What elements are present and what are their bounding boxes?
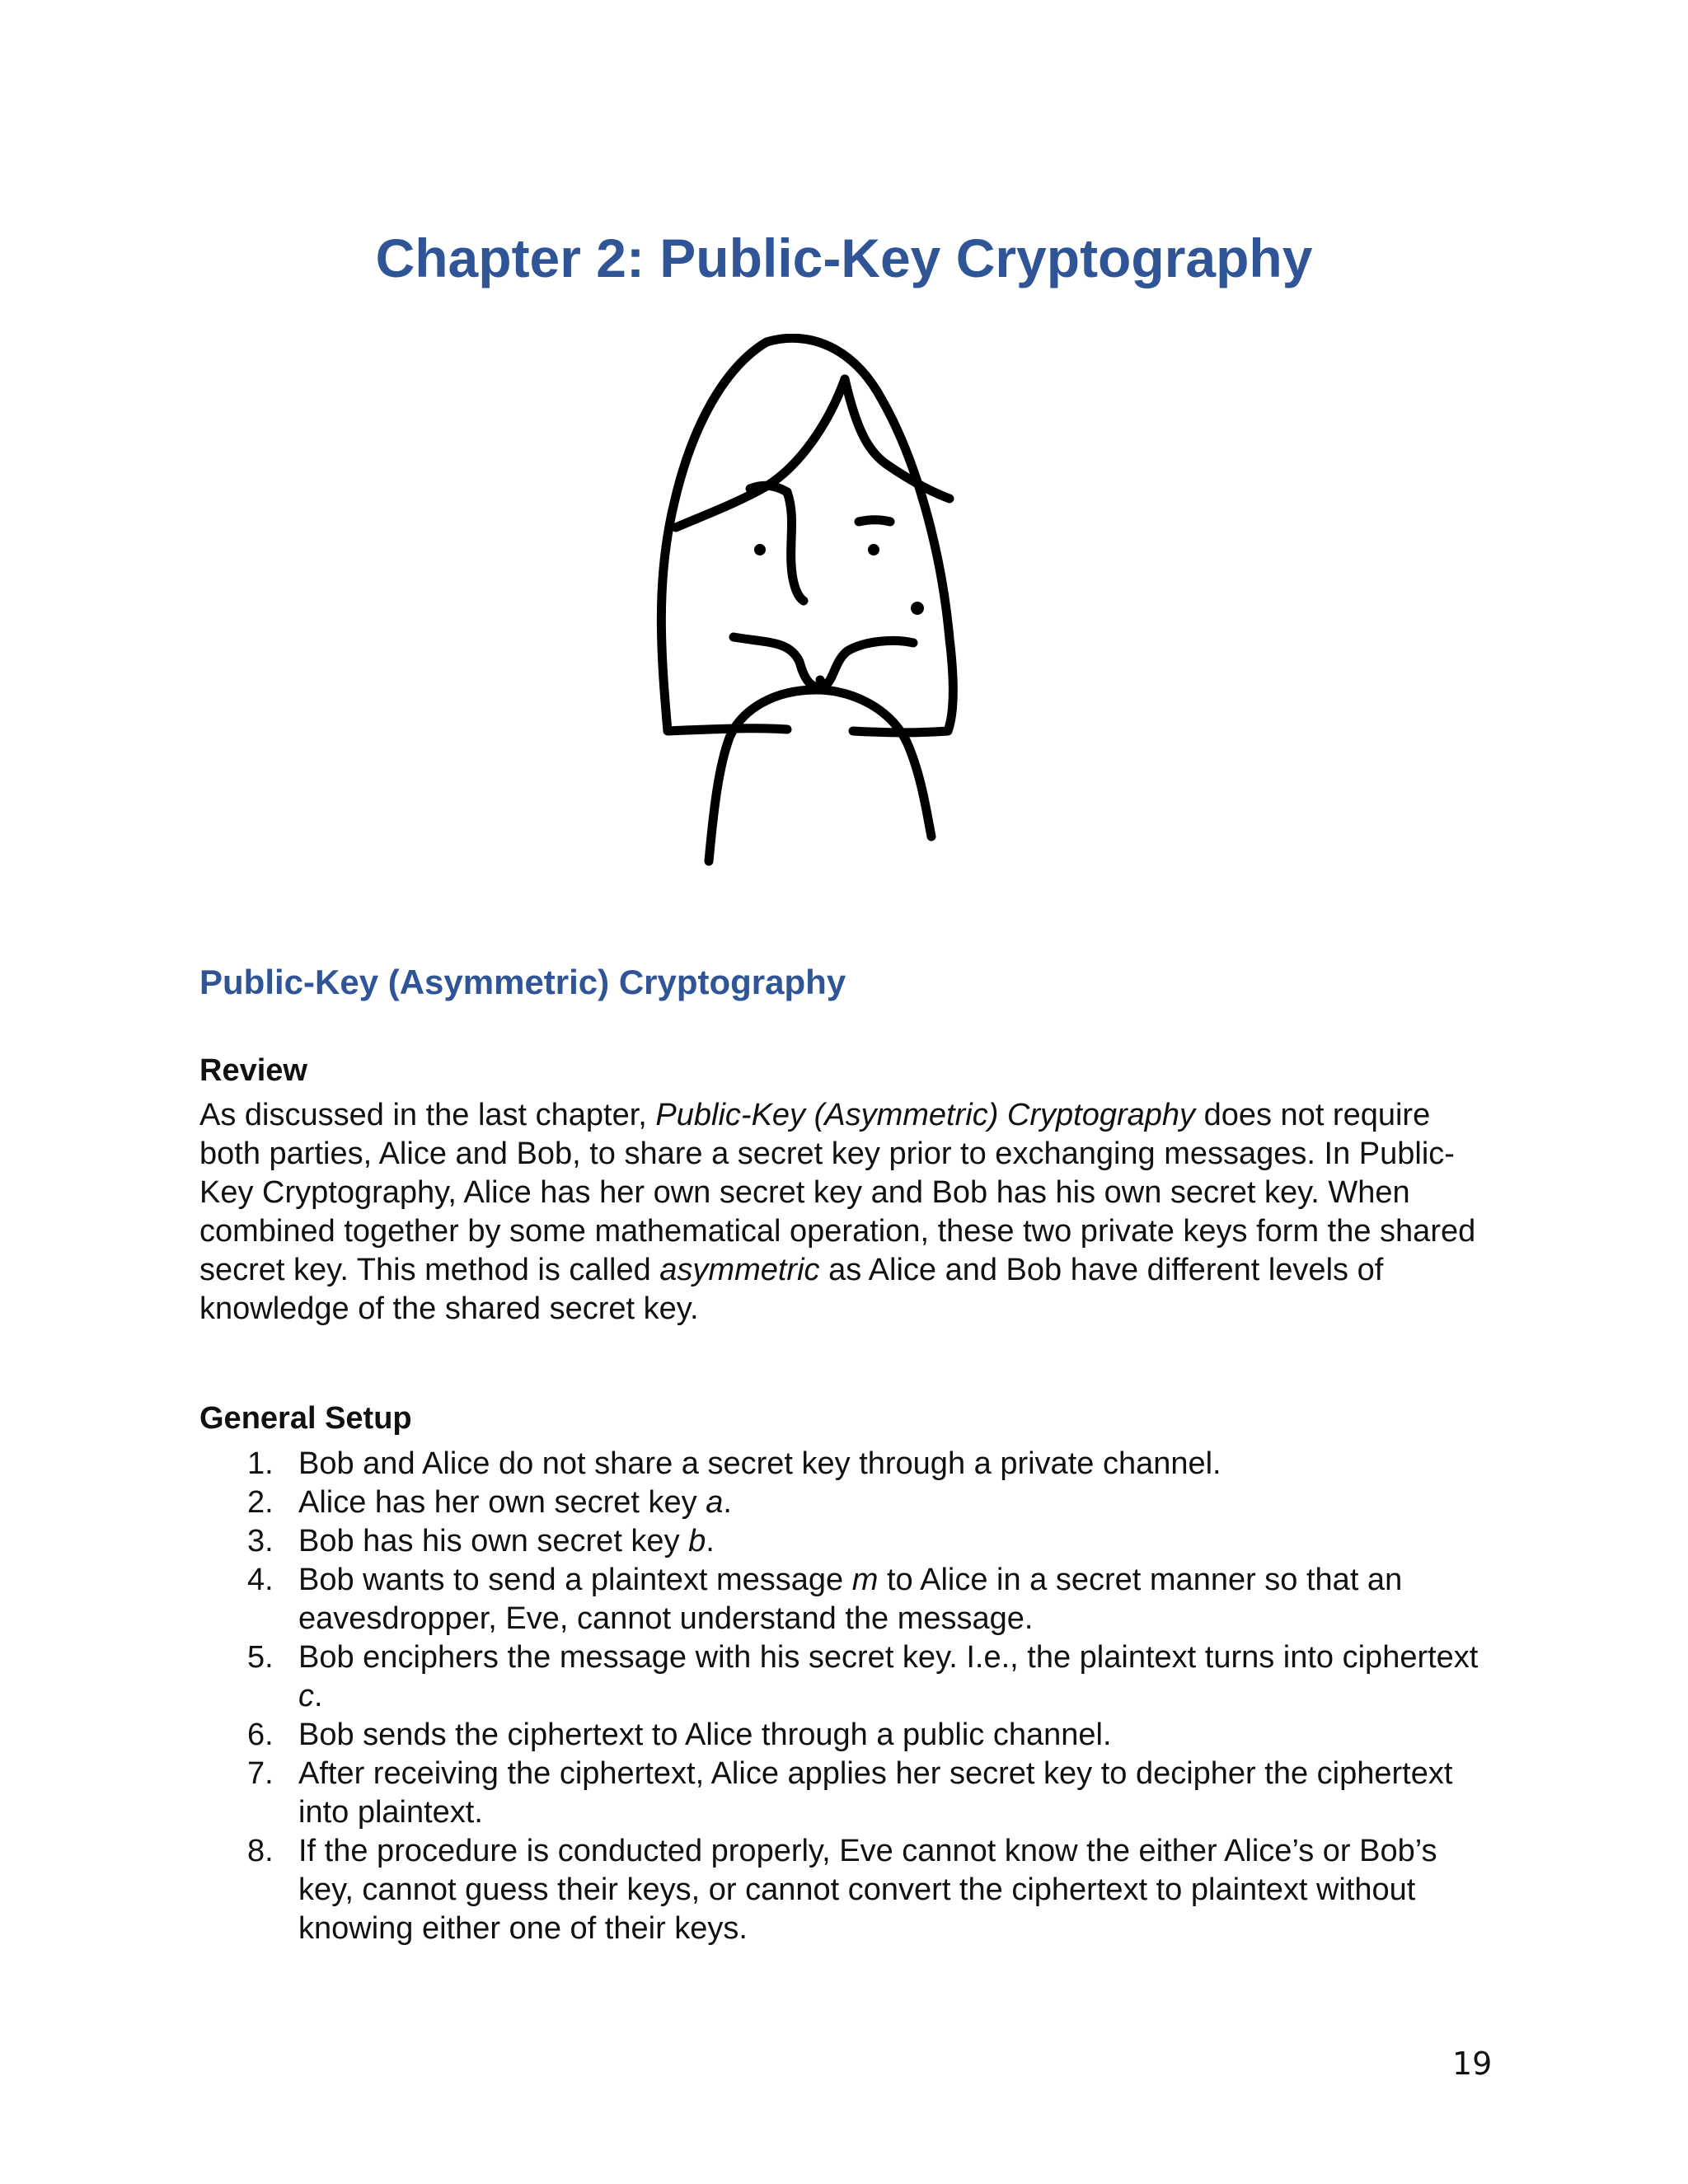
girl-line-drawing-icon xyxy=(643,334,1014,878)
page-number: 19 xyxy=(1452,2046,1493,2082)
review-paragraph xyxy=(199,1096,1493,1329)
step-text: Bob sends the ciphertext to Alice through a public channel. xyxy=(298,1718,1112,1752)
page-title: Chapter 2: Public-Key Cryptography xyxy=(375,227,1313,289)
step-number: 7. xyxy=(247,1756,274,1791)
step-text-end: to Alice in a secret manner so that an eavesdropper, Eve, cannot understand the message. xyxy=(298,1563,1403,1636)
list-item xyxy=(199,1561,1493,1638)
step-text: Bob enciphers the message with his secret key. I.e., the plaintext turns into ciphertext xyxy=(298,1640,1479,1675)
step-text-end: . xyxy=(314,1679,323,1713)
review-text-3: as Alice and Bob have different levels of knowledge of the shared secret key. xyxy=(199,1253,1384,1326)
step-text: If the procedure is conducted properly, Eve cannot know the either Alice’s or Bob’s key, cannot guess their keys, or cannot convert the ciphertext to plaintext without knowing either one of their keys. xyxy=(298,1834,1437,1946)
review-text-1: As discussed in the last chapter, xyxy=(199,1098,656,1132)
step-text: Bob wants to send a plaintext message xyxy=(298,1563,852,1597)
step-number: 1. xyxy=(247,1446,274,1481)
step-number: 5. xyxy=(247,1640,274,1675)
step-text: Bob and Alice do not share a secret key through a private channel. xyxy=(298,1446,1221,1481)
step-variable: m xyxy=(851,1563,879,1597)
general-setup-heading: General Setup xyxy=(199,1401,412,1436)
step-number: 2. xyxy=(247,1485,274,1520)
step-variable: b xyxy=(688,1524,706,1558)
list-item xyxy=(199,1755,1493,1832)
step-variable: c xyxy=(298,1679,314,1713)
step-variable: a xyxy=(706,1485,724,1520)
list-item xyxy=(199,1445,1493,1483)
step-number: 3. xyxy=(247,1524,274,1558)
list-item xyxy=(199,1832,1493,1948)
step-number: 4. xyxy=(247,1563,274,1597)
list-item xyxy=(199,1638,1493,1716)
step-text: Bob has his own secret key xyxy=(298,1524,689,1558)
step-text-end: . xyxy=(723,1485,732,1520)
section-heading: Public-Key (Asymmetric) Cryptography xyxy=(199,962,846,1001)
step-text: After receiving the ciphertext, Alice applies her secret key to decipher the ciphertext into plaintext. xyxy=(298,1756,1453,1830)
review-text-2: does not require both parties, Alice and Bob, to share a secret key prior to exchanging messages. In Public-Key Cryptography, Alice has her own secret key and Bob has his own secret key. When combined together by some mathematical operation, these two private keys form the shared secret key. This method is called xyxy=(199,1098,1476,1287)
list-item xyxy=(199,1716,1493,1755)
review-term-asymmetric: asymmetric xyxy=(659,1253,820,1287)
step-number: 6. xyxy=(247,1718,274,1752)
step-text-end: . xyxy=(706,1524,715,1558)
list-item xyxy=(199,1483,1493,1522)
setup-steps-list xyxy=(199,1445,1493,1948)
review-heading: Review xyxy=(199,1053,307,1088)
review-term: Public-Key (Asymmetric) Cryptography xyxy=(655,1098,1196,1132)
list-item xyxy=(199,1522,1493,1561)
step-text: Alice has her own secret key xyxy=(298,1485,706,1520)
step-number: 8. xyxy=(247,1834,274,1868)
